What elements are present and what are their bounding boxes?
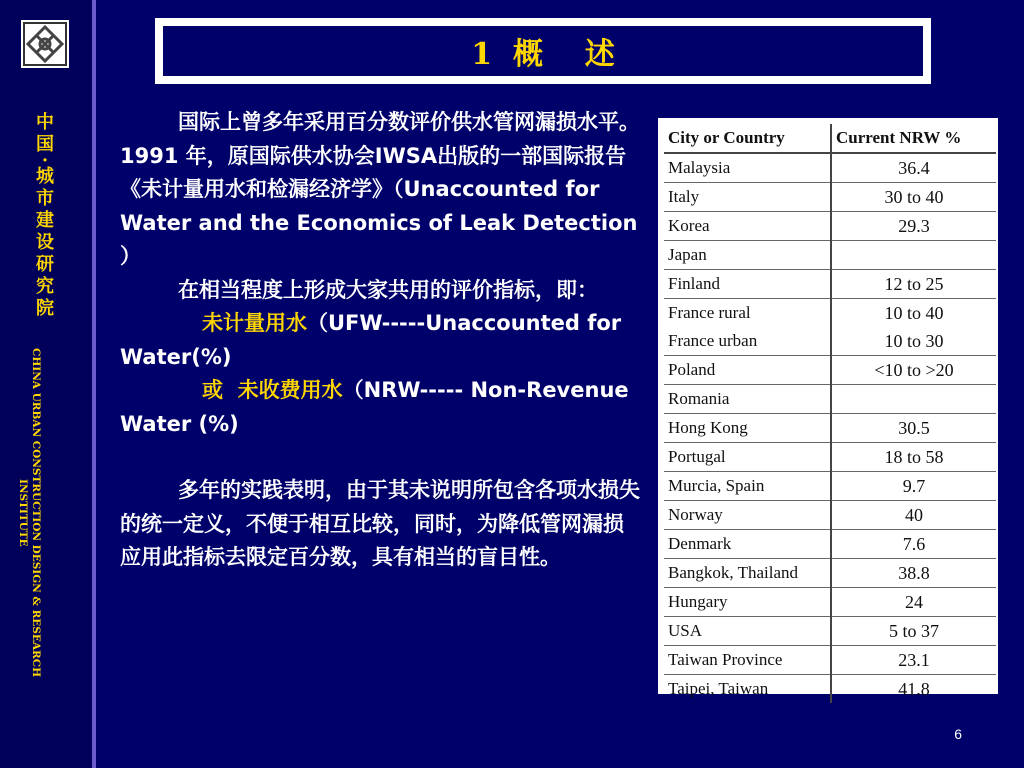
table-cell-nrw: 40 xyxy=(831,501,996,530)
table-cell-country: Poland xyxy=(664,356,831,385)
table-row xyxy=(664,501,996,530)
table-row xyxy=(664,356,996,385)
table-cell-country: Norway xyxy=(664,501,831,530)
table-cell-nrw: 41.8 xyxy=(831,675,996,704)
table-cell-country: Bangkok, Thailand xyxy=(664,559,831,588)
paragraph-indicator: 在相当程度上形成大家共用的评价指标，即： xyxy=(178,277,598,302)
table-header-country: City or Country xyxy=(664,124,831,153)
org-name-chinese: 中 国 · 城 市 建 设 研 究 院 xyxy=(36,112,54,319)
table-cell-nrw: 36.4 xyxy=(831,153,996,183)
org-name-english: CHINA URBAN CONSTRUCTION DESIGN & RESEARCH INSTITUTE xyxy=(17,348,42,678)
table-row xyxy=(664,559,996,588)
table-row xyxy=(664,241,996,270)
table-cell-country: Taiwan Province xyxy=(664,646,831,675)
table-cell-country: Italy xyxy=(664,183,831,212)
table-cell-nrw: 5 to 37 xyxy=(831,617,996,646)
table-cell-nrw: 10 to 40 xyxy=(831,299,996,328)
table-cell-country: USA xyxy=(664,617,831,646)
paragraph-intro: 国际上曾多年采用百分数评价供水管网漏损水平。1991 年，原国际供水协会IWSA出版的一部国际报告《未计量用水和检漏经济学》（Unaccounted for Water and the Economics of Leak Detection ） xyxy=(120,110,640,268)
table-cell-country: Malaysia xyxy=(664,153,831,183)
page-number: 6 xyxy=(954,726,962,742)
table-cell-nrw: 29.3 xyxy=(831,212,996,241)
table-cell-nrw xyxy=(831,241,996,270)
table-cell-country: Finland xyxy=(664,270,831,299)
table-row xyxy=(664,385,996,414)
paragraph-conclusion: 多年的实践表明，由于其未说明所包含各项水损失的统一定义，不便于相互比较，同时，为降低管网漏损应用此指标去限定百分数，具有相当的盲目性。 xyxy=(120,478,640,569)
table-cell-country: Taipei, Taiwan xyxy=(664,675,831,704)
table-cell-country: Hong Kong xyxy=(664,414,831,443)
table-cell-nrw: <10 to >20 xyxy=(831,356,996,385)
table-row xyxy=(664,675,996,704)
table-cell-nrw: 30.5 xyxy=(831,414,996,443)
table-cell-country: Murcia, Spain xyxy=(664,472,831,501)
table-row xyxy=(664,443,996,472)
title-box xyxy=(155,18,931,84)
table-cell-country: Hungary xyxy=(664,588,831,617)
nrw-table-image xyxy=(658,118,998,699)
paragraph-nrw: 或 未收费用水（NRW----- Non-Revenue Water (%) xyxy=(120,378,629,436)
table-cell-nrw: 10 to 30 xyxy=(831,327,996,356)
sidebar-divider xyxy=(92,0,96,768)
table-cell-nrw: 7.6 xyxy=(831,530,996,559)
table-row xyxy=(664,153,996,183)
table-row xyxy=(664,588,996,617)
table-cell-nrw: 18 to 58 xyxy=(831,443,996,472)
table-cell-country: Japan xyxy=(664,241,831,270)
table-row xyxy=(664,530,996,559)
table-cell-country: France urban xyxy=(668,331,758,350)
table-cell-country: France rural xyxy=(664,299,831,328)
nrw-table xyxy=(664,124,996,703)
table-row xyxy=(664,183,996,212)
table-cell-nrw: 12 to 25 xyxy=(831,270,996,299)
table-row xyxy=(664,327,996,356)
table-row xyxy=(664,617,996,646)
table-row xyxy=(664,646,996,675)
table-row xyxy=(664,414,996,443)
org-name-english-container xyxy=(16,348,50,748)
table-cell-nrw: 23.1 xyxy=(831,646,996,675)
table-header-nrw: Current NRW % xyxy=(831,124,996,153)
table-cell-nrw xyxy=(831,385,996,414)
institute-logo-icon xyxy=(21,20,69,68)
table-cell-country: Korea xyxy=(664,212,831,241)
table-cell-country: Romania xyxy=(664,385,831,414)
table-row xyxy=(664,299,996,328)
table-cell-nrw: 9.7 xyxy=(831,472,996,501)
body-text xyxy=(120,106,640,575)
table-cell-nrw: 30 to 40 xyxy=(831,183,996,212)
table-row xyxy=(664,212,996,241)
table-row xyxy=(664,270,996,299)
table-cell-nrw: 38.8 xyxy=(831,559,996,588)
paragraph-ufw: 未计量用水（UFW-----Unaccounted for Water(%) xyxy=(120,311,622,369)
table-cell-nrw: 24 xyxy=(831,588,996,617)
table-cell-country: Portugal xyxy=(664,443,831,472)
table-row xyxy=(664,472,996,501)
slide-title: 1 概 述 xyxy=(471,37,615,72)
table-cell-country: Denmark xyxy=(664,530,831,559)
